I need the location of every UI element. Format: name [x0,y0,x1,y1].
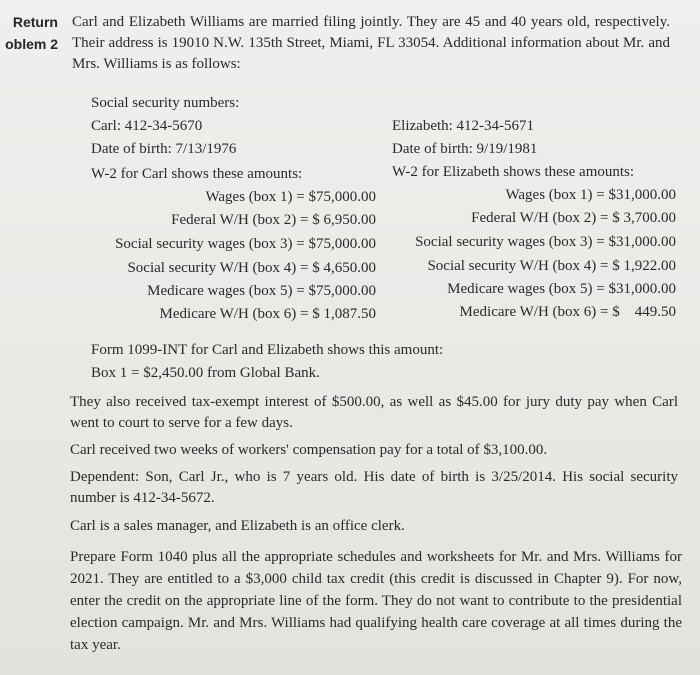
elizabeth-w2-line: Medicare wages (box 5) = $31,000.00 [447,281,676,297]
elizabeth-w2-line: Wages (box 1) = $31,000.00 [505,187,676,203]
paragraph-workers-comp: Carl received two weeks of workers' compensation pay for a total of $3,100.00. [70,442,548,458]
carl-dob: Date of birth: 7/13/1976 [91,141,237,157]
carl-ssn: Carl: 412-34-5670 [91,118,203,134]
carl-w2-line: Medicare wages (box 5) = $75,000.00 [147,283,376,299]
paragraph-occupations: Carl is a sales manager, and Elizabeth is an office clerk. [70,518,405,534]
side-label-return: Return [12,14,58,30]
form1099-line: Box 1 = $2,450.00 from Global Bank. [91,365,320,381]
elizabeth-w2-line: Social security wages (box 3) = $31,000.00 [415,234,676,250]
intro-paragraph: Carl and Elizabeth Williams are married filing jointly. They are 45 and 40 years old, respectively. Their address is 19010 N.W. 135th Street, Miami, FL 33054. Additional information about Mr. and Mrs. Williams is as follows: [72,14,670,72]
elizabeth-dob: Date of birth: 9/19/1981 [392,141,538,157]
elizabeth-w2-line: Federal W/H (box 2) = $ 3,700.00 [471,210,676,226]
paragraph-instructions: Prepare Form 1040 plus all the appropriate schedules and worksheets for Mr. and Mrs. Williams for 2021. They are entitled to a $3,000 child tax credit (this credit is discussed in Chapter 9). For now, enter the credit on the appropriate line of the form. They do not want to contribute to the presidential election campaign. Mr. and Mrs. Williams had qualifying health care coverage at all times during the tax year. [70,549,682,653]
carl-w2-line: Federal W/H (box 2) = $ 6,950.00 [171,212,376,228]
carl-w2-line: Medicare W/H (box 6) = $ 1,087.50 [159,306,376,322]
paragraph-interest: They also received tax-exempt interest of $500.00, as well as $45.00 for jury duty pay when Carl went to court to serve for a few days. [70,394,678,431]
paragraph-dependent: Dependent: Son, Carl Jr., who is 7 years old. His date of birth is 3/25/2014. His social security number is 412-34-5672. [70,469,678,506]
elizabeth-w2-heading: W-2 for Elizabeth shows these amounts: [392,164,635,180]
side-label-problem: oblem 2 [5,36,58,52]
carl-w2-line: Wages (box 1) = $75,000.00 [205,189,376,205]
form1099-heading: Form 1099-INT for Carl and Elizabeth shows this amount: [91,342,444,358]
carl-w2-line: Social security wages (box 3) = $75,000.00 [115,236,376,252]
elizabeth-ssn: Elizabeth: 412-34-5671 [392,118,535,134]
elizabeth-w2-line: Social security W/H (box 4) = $ 1,922.00 [427,258,676,274]
carl-w2-heading: W-2 for Carl shows these amounts: [91,166,303,182]
ssn-heading: Social security numbers: [91,95,240,111]
carl-w2-line: Social security W/H (box 4) = $ 4,650.00 [127,260,376,276]
elizabeth-w2-line: Medicare W/H (box 6) = $ 449.50 [459,304,676,320]
